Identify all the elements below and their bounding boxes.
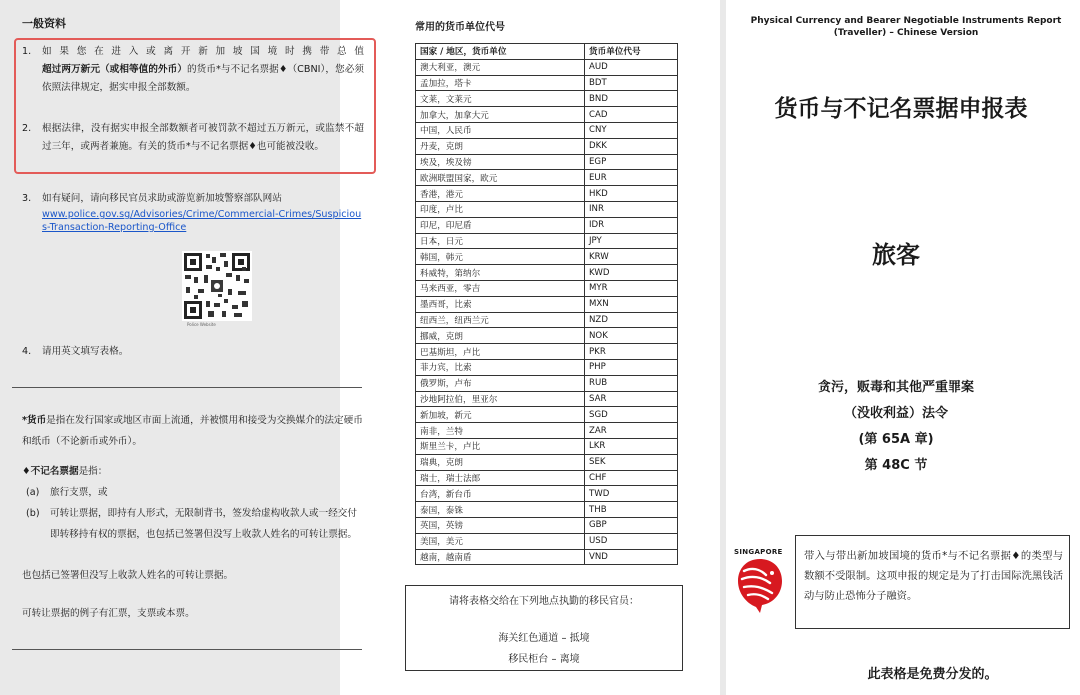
country-currency-cell: 瑞士，瑞士法郎 xyxy=(416,470,585,486)
submission-instructions-box xyxy=(405,585,683,671)
table-row xyxy=(416,312,678,328)
table-row xyxy=(416,154,678,170)
table-row xyxy=(416,438,678,454)
currency-code-cell: CNY xyxy=(585,122,678,138)
item-text: 根据法律，没有据实申报全部数额者可被罚款不超过五万新元，或监禁不超过三年，或两者兼施。有关的货币*与不记名票据♦也可能被没收。 xyxy=(42,123,364,152)
country-currency-cell: 瑞典，克朗 xyxy=(416,454,585,470)
currency-code-cell: IDR xyxy=(585,217,678,233)
currency-code-cell: PHP xyxy=(585,359,678,375)
country-currency-cell: 埃及，埃及镑 xyxy=(416,154,585,170)
table-row xyxy=(416,107,678,123)
currency-code-cell: NZD xyxy=(585,312,678,328)
table-row xyxy=(416,391,678,407)
country-currency-cell: 菲力宾，比索 xyxy=(416,359,585,375)
police-website-link[interactable]: www.police.gov.sg/Advisories/Crime/Commercial-Crimes/Suspicious-Transaction-Reporting-Office xyxy=(42,209,362,233)
table-row xyxy=(416,138,678,154)
currency-code-cell: KRW xyxy=(585,249,678,265)
country-currency-cell: 日本，日元 xyxy=(416,233,585,249)
bni-title xyxy=(22,461,364,482)
currency-code-cell: EUR xyxy=(585,170,678,186)
cover-panel xyxy=(720,0,1072,695)
country-currency-cell: 文莱，文莱元 xyxy=(416,91,585,107)
currency-code-cell: THB xyxy=(585,502,678,518)
english-report-title xyxy=(740,15,1072,39)
country-currency-cell: 丹麦，克朗 xyxy=(416,138,585,154)
currency-code-cell: USD xyxy=(585,533,678,549)
country-currency-cell: 澳大利亚，澳元 xyxy=(416,59,585,75)
country-currency-cell: 新加坡，新元 xyxy=(416,407,585,423)
table-row xyxy=(416,217,678,233)
currency-code-cell: CAD xyxy=(585,107,678,123)
bni-item-text: 可转让票据，即持有人形式，无限制背书，签发给虚构收款人或一经交付即转移持有权的票据，也包括已签署但没写上收款人姓名的可转让票据。 xyxy=(50,508,357,540)
traveller-label: 旅客 xyxy=(872,241,920,269)
table-row xyxy=(416,265,678,281)
table-row xyxy=(416,296,678,312)
bni-title-rest: 是指： xyxy=(78,466,108,477)
bni-item-label: (b) xyxy=(26,508,40,519)
currency-codes-heading: 常用的货币单位代号 xyxy=(415,22,505,33)
declaration-notice-box: 带入与带出新加坡国境的货币*与不记名票据♦的类型与数额不受限制。这项申报的规定是为了打击国际洗黑钱活动与防止恐怖分子融资。 xyxy=(795,535,1070,629)
table-row xyxy=(416,186,678,202)
country-currency-cell: 俄罗斯，卢布 xyxy=(416,375,585,391)
table-row xyxy=(416,423,678,439)
currency-code-cell: MXN xyxy=(585,296,678,312)
submission-line: 海关红色通道 – 抵境 xyxy=(498,633,590,644)
currency-codes-panel xyxy=(410,0,680,695)
country-currency-cell: 巴基斯坦，卢比 xyxy=(416,344,585,360)
table-row xyxy=(416,75,678,91)
country-currency-cell: 科威特，第纳尔 xyxy=(416,265,585,281)
general-info-heading: 一般资料 xyxy=(22,17,66,30)
country-currency-cell: 泰国，泰铢 xyxy=(416,502,585,518)
item-number: 1. xyxy=(22,46,32,57)
currency-code-cell: CHF xyxy=(585,470,678,486)
submission-line: 移民柜台 – 离境 xyxy=(508,654,580,665)
currency-code-cell: HKD xyxy=(585,186,678,202)
currency-code-cell: TWD xyxy=(585,486,678,502)
table-row xyxy=(416,549,678,565)
bni-item-label: (a) xyxy=(26,487,40,498)
form-title: 货币与不记名票据申报表 xyxy=(774,96,1028,122)
country-currency-cell: 台湾，新台币 xyxy=(416,486,585,502)
currency-code-cell: ZAR xyxy=(585,423,678,439)
item-text-post: 的货币*与不记名票据♦（CBNI），您必须依照法律规定，据实申报全部数额。 xyxy=(42,64,364,93)
country-currency-cell: 中国，人民币 xyxy=(416,122,585,138)
country-currency-cell: 加拿大，加拿大元 xyxy=(416,107,585,123)
currency-code-cell: BND xyxy=(585,91,678,107)
table-row xyxy=(416,280,678,296)
act-line: （没收利益）法令 xyxy=(843,406,948,421)
currency-code-table xyxy=(415,43,678,565)
table-row xyxy=(416,517,678,533)
table-row xyxy=(416,328,678,344)
currency-code-cell: VND xyxy=(585,549,678,565)
country-currency-cell: 马来西亚，零吉 xyxy=(416,280,585,296)
bni-also: 也包括已签署但没写上收款人姓名的可转让票据。 xyxy=(22,570,234,581)
currency-code-cell: EGP xyxy=(585,154,678,170)
item-number: 3. xyxy=(22,193,32,204)
table-row xyxy=(416,344,678,360)
table-row xyxy=(416,249,678,265)
currency-code-cell: NOK xyxy=(585,328,678,344)
country-currency-cell: 挪威，克朗 xyxy=(416,328,585,344)
table-row xyxy=(416,91,678,107)
currency-code-cell: JPY xyxy=(585,233,678,249)
country-currency-cell: 欧洲联盟国家，欧元 xyxy=(416,170,585,186)
act-line: 贪污，贩毒和其他严重罪案 xyxy=(817,380,974,395)
item-text-pre: 如果您在进入或离开新加坡国境时携带总值 xyxy=(42,46,364,57)
country-currency-cell: 英国，英镑 xyxy=(416,517,585,533)
currency-code-cell: KWD xyxy=(585,265,678,281)
column-header-code: 货币单位代号 xyxy=(585,44,678,60)
item-text xyxy=(42,43,364,97)
currency-code-cell: GBP xyxy=(585,517,678,533)
currency-code-cell: DKK xyxy=(585,138,678,154)
item-text-main: 如有疑问，请向移民官员求助或游览新加坡警察部队网站 xyxy=(42,193,282,204)
table-row xyxy=(416,359,678,375)
country-currency-cell: 孟加拉，塔卡 xyxy=(416,75,585,91)
column-header-country: 国家 / 地区，货币单位 xyxy=(416,44,585,60)
country-currency-cell: 越南，越南盾 xyxy=(416,549,585,565)
singapore-lion-logo-icon xyxy=(730,545,790,615)
item-text-bold: 超过两万新元（或相等值的外币） xyxy=(42,64,187,75)
currency-code-cell: SEK xyxy=(585,454,678,470)
table-row xyxy=(416,59,678,75)
currency-term: *货币 xyxy=(22,415,47,426)
currency-code-cell: RUB xyxy=(585,375,678,391)
currency-code-cell: INR xyxy=(585,201,678,217)
table-row xyxy=(416,407,678,423)
table-header-row xyxy=(416,44,678,60)
bni-examples: 可转让票据的例子有汇票，支票或本票。 xyxy=(22,608,195,619)
qr-code-icon xyxy=(182,251,252,321)
act-line: (第 65A 章) xyxy=(858,432,934,447)
currency-code-cell: AUD xyxy=(585,59,678,75)
country-currency-cell: 印度，卢比 xyxy=(416,201,585,217)
currency-code-cell: MYR xyxy=(585,280,678,296)
table-row xyxy=(416,533,678,549)
table-row xyxy=(416,454,678,470)
country-currency-cell: 斯里兰卡，卢比 xyxy=(416,438,585,454)
item-text: 请用英文填写表格。 xyxy=(42,346,129,357)
country-currency-cell: 南非，兰特 xyxy=(416,423,585,439)
submission-line: 请将表格交给在下列地点执勤的移民官员： xyxy=(449,596,639,607)
item-number: 2. xyxy=(22,123,32,134)
country-currency-cell: 沙地阿拉伯，里亚尔 xyxy=(416,391,585,407)
section-divider xyxy=(12,649,362,650)
currency-code-cell: SAR xyxy=(585,391,678,407)
act-line: 第 48C 节 xyxy=(864,458,928,473)
currency-definition-text: 是指在发行国家或地区市面上流通，并被惯用和接受为交换媒介的法定硬币和纸币（不论新币或外币）。 xyxy=(22,415,363,447)
table-row xyxy=(416,502,678,518)
section-divider xyxy=(12,387,362,388)
item-text xyxy=(42,190,364,237)
table-row xyxy=(416,122,678,138)
country-currency-cell: 美国，美元 xyxy=(416,533,585,549)
table-row xyxy=(416,233,678,249)
currency-code-cell: LKR xyxy=(585,438,678,454)
country-currency-cell: 韩国，韩元 xyxy=(416,249,585,265)
currency-code-cell: PKR xyxy=(585,344,678,360)
free-distribution-note: 此表格是免费分发的。 xyxy=(867,667,998,682)
currency-code-cell: SGD xyxy=(585,407,678,423)
english-title-line: Physical Currency and Bearer Negotiable Instruments Report xyxy=(750,16,1062,26)
table-row xyxy=(416,201,678,217)
currency-definition xyxy=(22,410,364,452)
country-currency-cell: 香港，港元 xyxy=(416,186,585,202)
english-title-line: (Traveller) – Chinese Version xyxy=(833,28,979,38)
bni-item-text: 旅行支票，或 xyxy=(50,487,108,498)
country-currency-cell: 纽西兰，纽西兰元 xyxy=(416,312,585,328)
country-currency-cell: 墨西哥，比索 xyxy=(416,296,585,312)
table-row xyxy=(416,486,678,502)
currency-code-cell: BDT xyxy=(585,75,678,91)
item-number: 4. xyxy=(22,346,32,357)
table-row xyxy=(416,375,678,391)
table-row xyxy=(416,470,678,486)
country-currency-cell: 印尼，印尼盾 xyxy=(416,217,585,233)
table-row xyxy=(416,170,678,186)
qr-caption: Police Website xyxy=(187,322,216,327)
general-info-panel xyxy=(22,0,362,695)
singapore-logo-text: SINGAPORE xyxy=(734,548,783,556)
bni-term: ♦不记名票据 xyxy=(22,466,79,477)
